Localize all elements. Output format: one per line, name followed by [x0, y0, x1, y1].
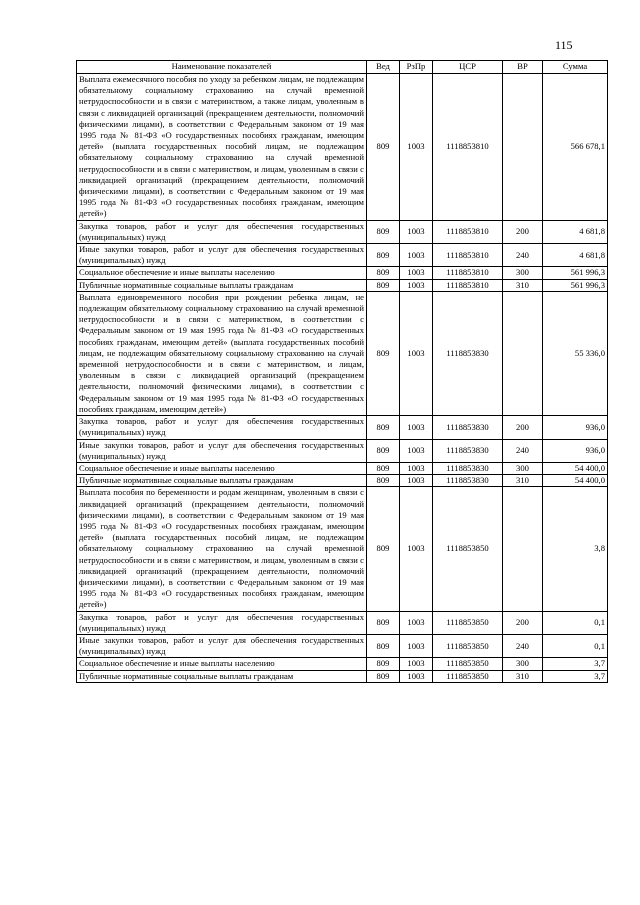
row-ved: 809 [367, 244, 400, 267]
row-name: Выплата ежемесячного пособия по уходу за ребенком лицам, не подлежащим обязательному социальному страхованию на случай временной нетрудоспособности и в связи с материнством, а также лицам, уволенным в связи с ликвидацией организаций (прекращением деятельности, полномочий физическими лицами), в соответствии с Федеральным законом от 19 мая 1995 года № 81-ФЗ «О государственных пособиях гражданам, имеющим детей» (выплата государственных пособий лицам, не подлежащим обязательному социальному страхованию на случай временной нетрудоспособности и в связи с материнством, и лицам, уволенным в связи с ликвидацией организаций (прекращением деятельности, полномочий физическими лицами), в соответствии с Федеральным законом от 19 мая 1995 года № 81-ФЗ «О государственных пособиях гражданам, имеющим детей») [77, 74, 367, 221]
row-vr: 200 [503, 220, 543, 243]
row-ved: 809 [367, 462, 400, 474]
row-name: Иные закупки товаров, работ и услуг для обеспечения государственных (муниципальных) нужд [77, 439, 367, 462]
row-sum: 0,1 [543, 611, 608, 634]
table-row [77, 74, 608, 221]
row-vr: 300 [503, 462, 543, 474]
budget-table [76, 60, 608, 683]
table-row [77, 658, 608, 670]
row-name: Социальное обеспечение и иные выплаты населению [77, 658, 367, 670]
row-ved: 809 [367, 416, 400, 439]
row-rzpr: 1003 [400, 487, 433, 611]
row-ved: 809 [367, 634, 400, 657]
row-name: Выплата пособия по беременности и родам женщинам, уволенным в связи с ликвидацией организаций (прекращением деятельности, полномочий физическими лицами), в соответствии с Федеральным законом от 19 мая 1995 года № 81-ФЗ «О государственных пособиях гражданам, имеющим детей» (выплата государственных пособий лицам, не подлежащим обязательному социальному страхованию на случай временной нетрудоспособности и в связи с материнством, и лицам, уволенным в связи с ликвидацией организаций (прекращением деятельности, полномочий физическими лицами), в соответствии с Федеральным законом от 19 мая 1995 года № 81-ФЗ «О государственных пособиях гражданам, имеющим детей») [77, 487, 367, 611]
row-vr [503, 487, 543, 611]
row-ved: 809 [367, 475, 400, 487]
row-vr: 240 [503, 244, 543, 267]
row-rzpr: 1003 [400, 475, 433, 487]
row-sum: 55 336,0 [543, 291, 608, 415]
row-name: Иные закупки товаров, работ и услуг для обеспечения государственных (муниципальных) нужд [77, 244, 367, 267]
header-name: Наименование показателей [77, 61, 367, 74]
row-csr: 1118853830 [433, 462, 503, 474]
table-row [77, 634, 608, 657]
row-csr: 1118853850 [433, 658, 503, 670]
row-vr: 200 [503, 611, 543, 634]
row-vr: 300 [503, 267, 543, 279]
table-row [77, 416, 608, 439]
row-ved: 809 [367, 658, 400, 670]
row-csr: 1118853830 [433, 439, 503, 462]
row-sum: 0,1 [543, 634, 608, 657]
row-ved: 809 [367, 670, 400, 682]
row-sum: 3,8 [543, 487, 608, 611]
row-csr: 1118853830 [433, 416, 503, 439]
row-csr: 1118853850 [433, 611, 503, 634]
table-row [77, 611, 608, 634]
row-vr: 300 [503, 658, 543, 670]
row-name: Публичные нормативные социальные выплаты гражданам [77, 475, 367, 487]
row-ved: 809 [367, 220, 400, 243]
table-row [77, 475, 608, 487]
row-ved: 809 [367, 74, 400, 221]
row-vr: 200 [503, 416, 543, 439]
header-ved: Вед [367, 61, 400, 74]
header-csr: ЦСР [433, 61, 503, 74]
row-vr: 310 [503, 279, 543, 291]
row-ved: 809 [367, 267, 400, 279]
row-csr: 1118853850 [433, 487, 503, 611]
page-number: 115 [555, 38, 573, 52]
row-sum: 561 996,3 [543, 267, 608, 279]
row-ved: 809 [367, 611, 400, 634]
row-rzpr: 1003 [400, 74, 433, 221]
row-rzpr: 1003 [400, 416, 433, 439]
row-sum: 54 400,0 [543, 475, 608, 487]
row-name: Иные закупки товаров, работ и услуг для обеспечения государственных (муниципальных) нужд [77, 634, 367, 657]
row-vr: 240 [503, 439, 543, 462]
row-sum: 936,0 [543, 416, 608, 439]
row-csr: 1118853830 [433, 475, 503, 487]
row-sum: 4 681,8 [543, 244, 608, 267]
row-rzpr: 1003 [400, 291, 433, 415]
row-sum: 3,7 [543, 670, 608, 682]
row-rzpr: 1003 [400, 670, 433, 682]
header-vr: ВР [503, 61, 543, 74]
row-rzpr: 1003 [400, 439, 433, 462]
table-row [77, 291, 608, 415]
row-vr [503, 74, 543, 221]
row-rzpr: 1003 [400, 267, 433, 279]
row-sum: 936,0 [543, 439, 608, 462]
row-name: Социальное обеспечение и иные выплаты населению [77, 462, 367, 474]
row-csr: 1118853810 [433, 267, 503, 279]
table-row [77, 487, 608, 611]
table-row [77, 462, 608, 474]
row-name: Социальное обеспечение и иные выплаты населению [77, 267, 367, 279]
row-csr: 1118853810 [433, 279, 503, 291]
row-vr: 310 [503, 670, 543, 682]
table-header-row [77, 61, 608, 74]
header-rzpr: РзПр [400, 61, 433, 74]
table-row [77, 279, 608, 291]
row-rzpr: 1003 [400, 462, 433, 474]
row-sum: 54 400,0 [543, 462, 608, 474]
row-ved: 809 [367, 487, 400, 611]
row-rzpr: 1003 [400, 658, 433, 670]
row-rzpr: 1003 [400, 279, 433, 291]
row-csr: 1118853810 [433, 74, 503, 221]
row-sum: 561 996,3 [543, 279, 608, 291]
row-csr: 1118853830 [433, 291, 503, 415]
header-sum: Сумма [543, 61, 608, 74]
row-rzpr: 1003 [400, 634, 433, 657]
row-name: Выплата единовременного пособия при рождении ребенка лицам, не подлежащим обязательному социальному страхованию на случай временной нетрудоспособности и в связи с материнством, в соответствии с Федеральным законом от 19 мая 1995 года № 81-ФЗ «О государственных пособиях гражданам, имеющим детей» (выплата государственных пособий лицам, не подлежащим обязательному социальному страхованию на случай временной нетрудоспособности и в связи с материнством, и лицам, уволенным в связи с ликвидацией организаций (прекращением деятельности, полномочий физическими лицами), в соответствии с Федеральным законом от 19 мая 1995 года № 81-ФЗ «О государственных пособиях гражданам, имеющим детей») [77, 291, 367, 415]
row-sum: 3,7 [543, 658, 608, 670]
table-row [77, 267, 608, 279]
row-ved: 809 [367, 291, 400, 415]
row-ved: 809 [367, 279, 400, 291]
row-ved: 809 [367, 439, 400, 462]
table-row [77, 244, 608, 267]
row-rzpr: 1003 [400, 611, 433, 634]
table-row [77, 439, 608, 462]
row-rzpr: 1003 [400, 244, 433, 267]
row-name: Закупка товаров, работ и услуг для обеспечения государственных (муниципальных) нужд [77, 611, 367, 634]
row-name: Публичные нормативные социальные выплаты гражданам [77, 670, 367, 682]
row-csr: 1118853810 [433, 244, 503, 267]
row-name: Закупка товаров, работ и услуг для обеспечения государственных (муниципальных) нужд [77, 220, 367, 243]
row-rzpr: 1003 [400, 220, 433, 243]
row-csr: 1118853810 [433, 220, 503, 243]
row-sum: 566 678,1 [543, 74, 608, 221]
table-row [77, 670, 608, 682]
row-csr: 1118853850 [433, 670, 503, 682]
row-vr [503, 291, 543, 415]
row-sum: 4 681,8 [543, 220, 608, 243]
row-vr: 240 [503, 634, 543, 657]
row-name: Публичные нормативные социальные выплаты гражданам [77, 279, 367, 291]
row-name: Закупка товаров, работ и услуг для обеспечения государственных (муниципальных) нужд [77, 416, 367, 439]
row-csr: 1118853850 [433, 634, 503, 657]
row-vr: 310 [503, 475, 543, 487]
table-row [77, 220, 608, 243]
